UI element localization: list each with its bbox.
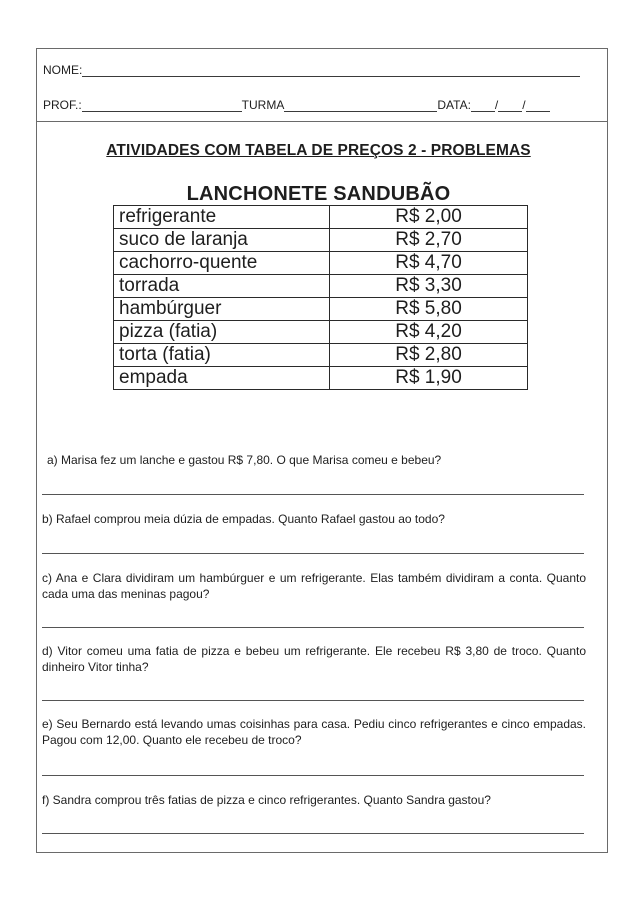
date-label: DATA: [437, 98, 471, 112]
item-cell: hambúrguer [114, 298, 330, 321]
name-field-row [43, 63, 580, 77]
date-separator: / [522, 98, 526, 112]
price-cell: R$ 2,70 [330, 229, 528, 252]
price-table [113, 205, 528, 390]
table-row [114, 298, 528, 321]
teacher-class-date-row [43, 98, 550, 112]
question-a: a) Marisa fez um lanche e gastou R$ 7,80. O que Marisa comeu e bebeu? [47, 453, 442, 467]
price-cell: R$ 4,70 [330, 252, 528, 275]
name-label: NOME: [43, 63, 83, 77]
price-cell: R$ 1,90 [330, 367, 528, 390]
table-row [114, 367, 528, 390]
question-b: b) Rafael comprou meia dúzia de empadas. Quanto Rafael gastou ao todo? [42, 512, 445, 526]
table-row [114, 275, 528, 298]
table-row [114, 229, 528, 252]
item-cell: empada [114, 367, 330, 390]
price-cell: R$ 3,30 [330, 275, 528, 298]
item-cell: suco de laranja [114, 229, 330, 252]
name-blank[interactable] [82, 64, 580, 77]
class-label: TURMA [241, 98, 285, 112]
price-cell: R$ 2,00 [330, 206, 528, 229]
item-cell: refrigerante [114, 206, 330, 229]
date-separator: / [494, 98, 499, 112]
date-day-blank[interactable] [471, 99, 495, 112]
question-e: e) Seu Bernardo está levando umas coisinhas para casa. Pediu cinco refrigerantes e cinco empadas. Pagou com 12,00. Quanto ele recebeu de troco? [42, 717, 586, 747]
table-row [114, 344, 528, 367]
date-month-blank[interactable] [498, 99, 522, 112]
price-cell: R$ 5,80 [330, 298, 528, 321]
teacher-label: PROF.: [43, 98, 82, 112]
worksheet-title: ATIVIDADES COM TABELA DE PREÇOS 2 - PROBLEMAS [106, 142, 531, 159]
answer-line-a[interactable] [42, 494, 584, 495]
answer-line-c[interactable] [42, 627, 584, 628]
item-cell: pizza (fatia) [114, 321, 330, 344]
question-d: d) Vitor comeu uma fatia de pizza e bebeu um refrigerante. Ele recebeu R$ 3,80 de troco. Quanto dinheiro Vitor tinha? [42, 644, 586, 674]
question-c: c) Ana e Clara dividiram um hambúrguer e um refrigerante. Elas também dividiram a conta. Quanto cada uma das meninas pagou? [42, 571, 586, 601]
answer-line-d[interactable] [42, 700, 584, 701]
price-cell: R$ 2,80 [330, 344, 528, 367]
question-f: f) Sandra comprou três fatias de pizza e cinco refrigerantes. Quanto Sandra gastou? [42, 793, 491, 807]
item-cell: cachorro-quente [114, 252, 330, 275]
class-blank[interactable] [284, 99, 437, 112]
table-row [114, 321, 528, 344]
answer-line-f[interactable] [42, 833, 584, 834]
table-row [114, 206, 528, 229]
answer-line-b[interactable] [42, 553, 584, 554]
teacher-blank[interactable] [82, 99, 242, 112]
price-table-title: LANCHONETE SANDUBÃO [186, 183, 451, 205]
item-cell: torta (fatia) [114, 344, 330, 367]
price-cell: R$ 4,20 [330, 321, 528, 344]
header-divider [36, 121, 608, 122]
answer-line-e[interactable] [42, 775, 584, 776]
date-year-blank[interactable] [526, 99, 550, 112]
item-cell: torrada [114, 275, 330, 298]
table-row [114, 252, 528, 275]
